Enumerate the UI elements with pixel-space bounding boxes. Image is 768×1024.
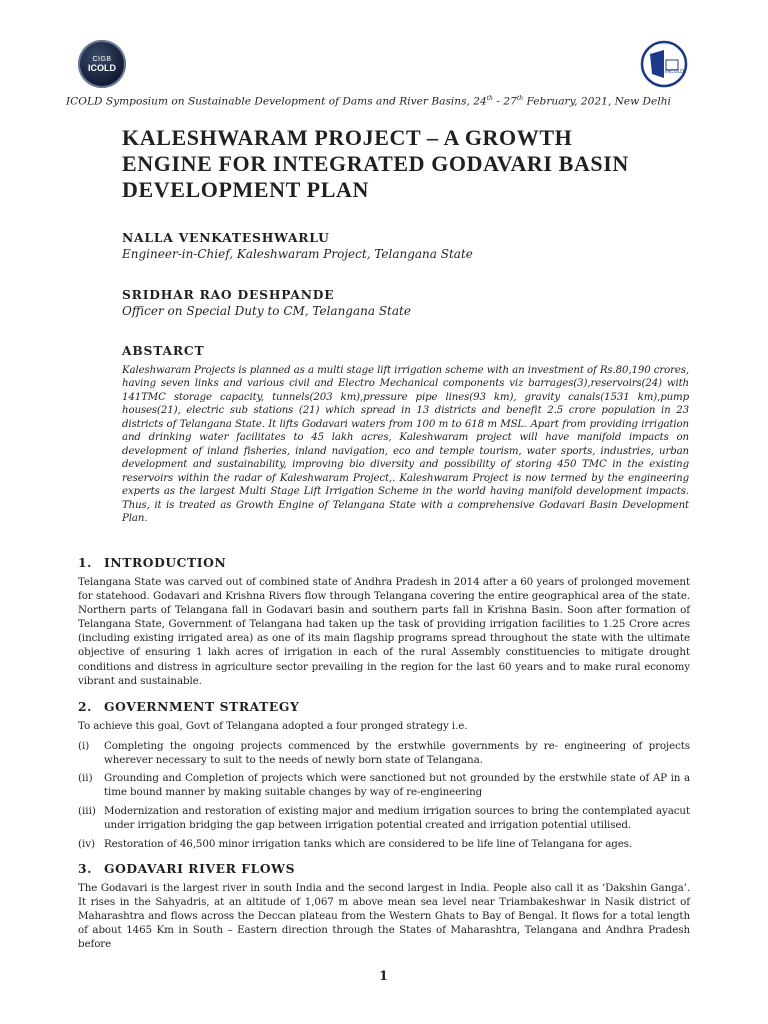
list-item [78, 740, 690, 767]
section-3-text: The Godavari is the largest river in south India and the second largest in India. People also call it as ‘Dakshin Ganga’. It rises in the Sahyadris, at an altitude of 1,067 m above mean sea level near Triambakeshwar in Nasik district of Maharashtra and flows across the Deccan plateau from the Western Ghats to Bay of Bengal. It flows for a total length of about 1465 Km in South – Eastern direction through the States of Maharashtra, Telangana and Andhra Pradesh before [78, 882, 690, 951]
abstract-text: Kaleshwaram Projects is planned as a multi stage lift irrigation scheme with an investment of Rs.80,190 crores, having seven links and various civil and Electro Mechanical components viz barrages(3),reservoirs(24) with 141TMC storage capacity, tunnels(203 km),pressure pipe lines(93 km), gravity canals(1531 km),pump houses(21), electric sub stations (21) which spread in 13 districts and benefit 2.5 crore population in 23 districts of Telangana State. It lifts Godavari waters from 100 m to 618 m MSL. Apart from providing irrigation and drinking water facilitates to 45 lakh acres, Kaleshwaram project will have manifold impacts on development of inland fisheries, inland navigation, eco and temple tourism, water sports, industries, urban development and sustainability, improving bio diversity and possibility of storing 450 TMC in the existing reservoirs within the radar of Kaleshwaram Project,. Kaleshwaram Project is now termed by the engineering experts as the largest Multi Stage Lift Irrigation Scheme in the world having manifold development impacts. Thus, it is treated as Growth Engine of Telangana State with a comprehensive Godavari Basin Development Plan. [122, 365, 689, 524]
section-1-heading [78, 555, 226, 570]
author-name-2: SRIDHAR RAO DESHPANDE [122, 287, 335, 302]
cigb-icold-logo [78, 40, 126, 88]
list-item-label: (ii) [78, 772, 93, 784]
logo-right-text: INCOLD [665, 69, 684, 75]
paper-title: KALESHWARAM PROJECT – A GROWTH ENGINE FOR INTEGRATED GODAVARI BASIN DEVELOPMENT PLAN [122, 125, 629, 202]
list-item-label: (i) [78, 740, 90, 752]
list-item-text: Completing the ongoing projects commenced by the erstwhile governments by re- engineering of projects wherever necessary to suit to the needs of newly born state of Telangana. [104, 740, 690, 766]
section-3-heading [78, 861, 295, 876]
list-item-text: Modernization and restoration of existing major and medium irrigation sources to bring the contemplated ayacut under irrigation bridging the gap between irrigation potential created and irrigation potential utilised. [104, 805, 690, 831]
section-2-heading [78, 699, 299, 714]
logo-left-line2: ICOLD [88, 62, 116, 73]
list-item [78, 805, 690, 832]
conference-header [66, 95, 706, 108]
incold-logo [640, 40, 688, 88]
header-part3: February, 2021, New Delhi [523, 95, 671, 108]
section-2-title: GOVERNMENT STRATEGY [104, 699, 300, 714]
section-1-title: INTRODUCTION [104, 555, 227, 570]
section-1-text: Telangana State was carved out of combined state of Andhra Pradesh in 2014 after a 60 years of prolonged movement for statehood. Godavari and Krishna Rivers flow through Telangana covering the entire geographical area of the state. Northern parts of Telangana fall in Godavari basin and southern parts fall in Krishna Basin. Soon after formation of Telangana State, Government of Telangana had taken up the task of providing irrigation facilities to 1.25 Crore acres (including existing irrigated area) as one of its main flagship programs spread throughout the state with the ultimate objective of ensuring 1 lakh acres of irrigation in each of the rural Assembly constituencies to mitigate drought conditions and distress in agriculture sector prevailing in the region for the last 60 years and to make rural economy vibrant and sustainable. [78, 576, 690, 687]
abstract-heading: ABSTARCT [122, 343, 205, 358]
incold-emblem-icon [640, 40, 688, 88]
section-2-number: 2. [78, 699, 93, 714]
list-item-label: (iii) [78, 805, 96, 817]
page-number: 1 [379, 969, 389, 984]
author-affiliation-1: Engineer-in-Chief, Kaleshwaram Project, Telangana State [122, 247, 473, 261]
header-sup2: th [516, 95, 524, 102]
header-part1: ICOLD Symposium on Sustainable Development of Dams and River Basins, 24 [66, 95, 487, 108]
header-part2: - 27 [493, 95, 517, 108]
author-name-1: NALLA VENKATESHWARLU [122, 230, 330, 245]
list-item-text: Grounding and Completion of projects which were sanctioned but not grounded by the erstwhile state of AP in a time bound manner by making suitable changes by way of re-engineering [104, 772, 690, 798]
logo-left-line1: CIGB [92, 55, 112, 63]
header-sup1: th [486, 95, 494, 102]
list-item-text: Restoration of 46,500 minor irrigation tanks which are considered to be life line of Telangana for ages. [104, 838, 633, 850]
list-item [78, 838, 690, 852]
author-affiliation-2: Officer on Special Duty to CM, Telangana State [122, 304, 411, 318]
list-item [78, 772, 690, 799]
section-3-number: 3. [78, 861, 93, 876]
section-2-intro: To achieve this goal, Govt of Telangana adopted a four pronged strategy i.e. [78, 720, 468, 732]
section-3-title: GODAVARI RIVER FLOWS [104, 861, 296, 876]
section-1-number: 1. [78, 555, 93, 570]
list-item-label: (iv) [78, 838, 96, 850]
